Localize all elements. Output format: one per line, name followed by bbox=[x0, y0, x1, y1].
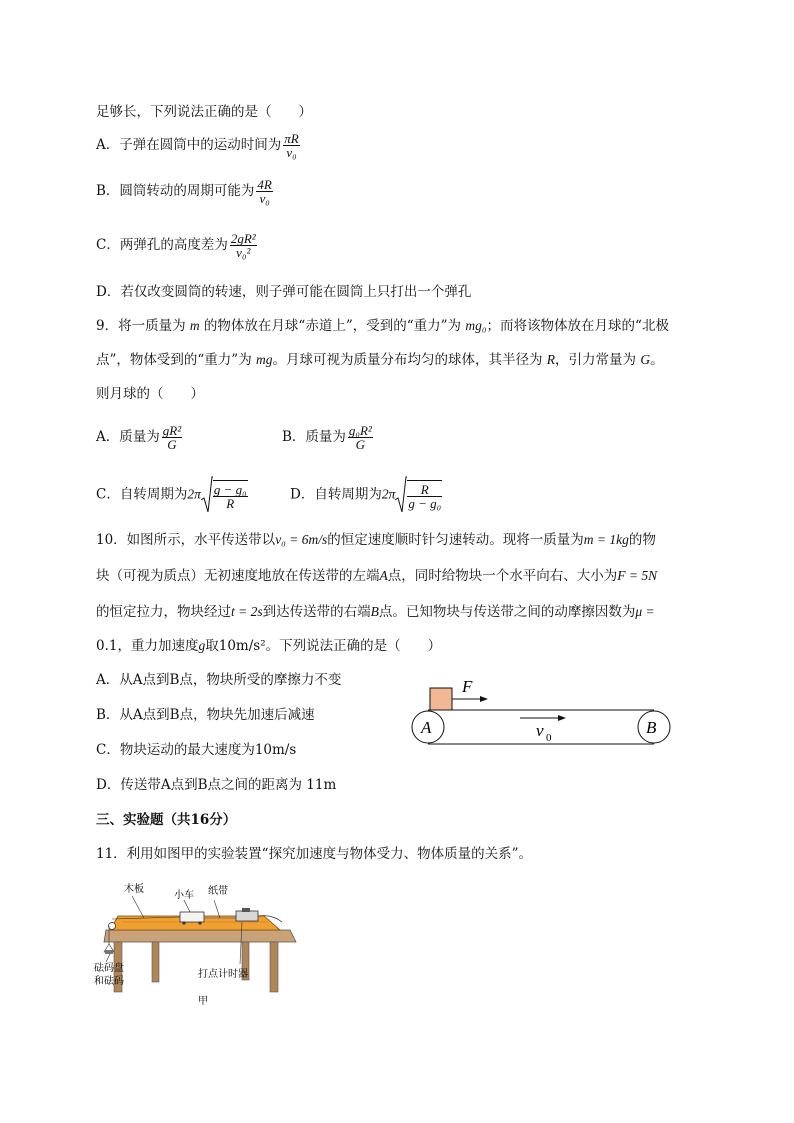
fraction-denominator: R bbox=[226, 496, 235, 511]
q9-option-d-fraction bbox=[407, 480, 442, 510]
q9-option-d-text: D．自转周期为 bbox=[290, 486, 382, 503]
fraction-numerator: gR² bbox=[162, 423, 182, 438]
radical-sign-icon bbox=[395, 476, 407, 514]
q10-time: t = 2s bbox=[231, 604, 263, 619]
label-tape: 纸带 bbox=[208, 886, 228, 897]
q8-option-a bbox=[96, 132, 302, 159]
fraction-numerator: 2gR² bbox=[230, 231, 256, 246]
q10-text: 取 bbox=[205, 638, 219, 654]
section-title: 三、实验题（共16分） bbox=[96, 812, 237, 828]
label-board: 木板 bbox=[124, 884, 144, 895]
q9-option-a-fraction bbox=[162, 424, 182, 451]
q10-mass: m = 1kg bbox=[583, 532, 629, 547]
q10-point-a: A bbox=[379, 568, 388, 583]
figure-caption: 甲 bbox=[198, 996, 208, 1007]
q9-line-3: 则月球的（ ） bbox=[96, 386, 204, 402]
q9-option-d-coefficient: 2π bbox=[381, 486, 396, 502]
q10-velocity: v₀ = 6m/s bbox=[275, 532, 328, 547]
label-weights-line-1: 砝码盘 bbox=[94, 963, 124, 974]
q10-text: 10．如图所示，水平传送带以 bbox=[96, 532, 276, 548]
velocity-label: v bbox=[536, 721, 544, 740]
label-weights-line-2: 和砝码 bbox=[94, 976, 124, 987]
q10-text: 的恒定拉力，物块经过 bbox=[96, 604, 231, 620]
fraction-denominator: v₀ bbox=[286, 145, 297, 160]
q9-option-c bbox=[96, 476, 250, 514]
q10-line-2 bbox=[96, 566, 657, 586]
q10-option-a: A．从A点到B点，物块所受的摩擦力不变 bbox=[96, 672, 342, 688]
q9-line-2 bbox=[96, 350, 664, 370]
q8-option-c-text: C．两弹孔的高度差为 bbox=[96, 237, 228, 253]
q9-symbol-r: R bbox=[546, 352, 556, 367]
force-arrow-icon bbox=[452, 696, 488, 702]
q9-text: 。 bbox=[650, 352, 664, 368]
fraction-denominator: v₀ bbox=[259, 191, 270, 206]
q10-text: 点，同时给物块一个水平向右、大小为 bbox=[387, 568, 618, 584]
force-label: F bbox=[462, 677, 473, 696]
q9-symbol-mg: mg bbox=[256, 352, 273, 367]
fraction-denominator: G bbox=[355, 437, 366, 452]
q8-option-b-fraction bbox=[256, 178, 272, 205]
q10-option-b: B．从A点到B点，物块先加速后减速 bbox=[96, 707, 315, 723]
q10-point-b: B bbox=[370, 604, 379, 619]
q8-option-a-text: A．子弹在圆筒中的运动时间为 bbox=[96, 137, 282, 153]
block-icon bbox=[430, 688, 452, 710]
weight-pan-icon bbox=[104, 944, 114, 954]
q10-force: F = 5N bbox=[617, 568, 658, 583]
radical-sign-icon bbox=[201, 476, 213, 514]
q9-text: 点”，物体受到的“重力”为 bbox=[96, 352, 256, 368]
q10-option-d: D．传送带A点到B点之间的距离为 11m bbox=[96, 777, 337, 793]
q8-stem-tail: 足够长，下列说法正确的是（ ） bbox=[96, 104, 312, 120]
fraction-numerator: 4R bbox=[257, 177, 272, 192]
conveyor-belt-figure bbox=[408, 674, 680, 754]
q9-option-a-text: A．质量为 bbox=[96, 429, 160, 445]
q10-text: 。下列说法正确的是（ ） bbox=[265, 638, 442, 654]
fraction-numerator: g − g₀ bbox=[213, 482, 247, 497]
q10-text: 到达传送带的右端 bbox=[262, 604, 371, 620]
q9-option-c-text: C．自转周期为 bbox=[96, 486, 188, 503]
label-timer: 打点计时器 bbox=[198, 969, 248, 980]
q10-text: 的恒定速度顺时针匀速转动。现将一质量为 bbox=[327, 532, 584, 548]
q10-symbol-g: g bbox=[198, 638, 206, 653]
q9-option-b-fraction bbox=[348, 424, 373, 451]
q9-option-b bbox=[282, 424, 375, 451]
q9-option-b-text: B．质量为 bbox=[282, 429, 346, 445]
q10-friction-coefficient: μ = bbox=[635, 604, 655, 619]
q8-option-a-fraction bbox=[283, 132, 299, 159]
q8-option-c bbox=[96, 232, 259, 259]
q9-option-c-fraction bbox=[213, 480, 248, 510]
fraction-numerator: g₀R² bbox=[348, 423, 372, 438]
velocity-subscript: 0 bbox=[546, 732, 552, 744]
q10-line-1 bbox=[96, 530, 656, 550]
q9-option-a bbox=[96, 424, 184, 451]
fraction-numerator: πR bbox=[284, 131, 299, 146]
q8-option-b bbox=[96, 178, 275, 205]
q10-line-3 bbox=[96, 602, 655, 622]
q10-text: 块（可视为质点）无初速度地放在传送带的左端 bbox=[96, 568, 380, 584]
pulley-a-label: A bbox=[421, 718, 432, 737]
q9-symbol-m: m bbox=[189, 318, 200, 333]
q10-text: 点。已知物块与传送带之间的动摩擦因数为 bbox=[378, 604, 636, 620]
q9-text: 。月球可视为质量分布均匀的球体，其半径为 bbox=[272, 352, 547, 368]
q11-stem: 11．利用如图甲的实验装置“探究加速度与物体受力、物体质量的关系”。 bbox=[96, 846, 532, 862]
pulley-b-label: B bbox=[646, 718, 657, 737]
q9-symbol-g: G bbox=[640, 352, 651, 367]
q9-text: ；而将该物体放在月球的“北极 bbox=[486, 318, 669, 334]
q9-line-1 bbox=[96, 316, 669, 336]
q10-text: 的物 bbox=[628, 532, 656, 548]
q10-line-4 bbox=[96, 636, 441, 656]
fraction-denominator: G bbox=[167, 437, 177, 452]
q9-text: ，引力常量为 bbox=[555, 352, 641, 368]
q9-option-d bbox=[290, 476, 444, 514]
label-cart: 小车 bbox=[174, 890, 194, 901]
table-icon bbox=[104, 930, 296, 992]
q10-gravity-value: 10m/s² bbox=[218, 638, 266, 654]
fraction-denominator: v₀² bbox=[236, 245, 251, 260]
q10-option-c: C．物块运动的最大速度为10m/s bbox=[96, 742, 297, 758]
fraction-numerator: R bbox=[407, 483, 442, 497]
q9-symbol-mg0: mg₀ bbox=[465, 318, 487, 333]
q10-text: 0.1，重力加速度 bbox=[96, 638, 199, 654]
q9-text: 的物体放在月球“赤道上”，受到的“重力”为 bbox=[199, 318, 466, 334]
q8-option-b-text: B．圆筒转动的周期可能为 bbox=[96, 183, 255, 199]
fraction-denominator: g − g₀ bbox=[408, 496, 442, 511]
q9-option-c-coefficient: 2π bbox=[187, 486, 201, 502]
q8-option-c-fraction bbox=[230, 232, 257, 259]
q9-text: 9．将一质量为 bbox=[96, 318, 190, 334]
experiment-apparatus-figure bbox=[92, 878, 302, 1010]
q8-option-d: D．若仅改变圆筒的转速，则子弹可能在圆筒上只打出一个弹孔 bbox=[96, 284, 472, 300]
